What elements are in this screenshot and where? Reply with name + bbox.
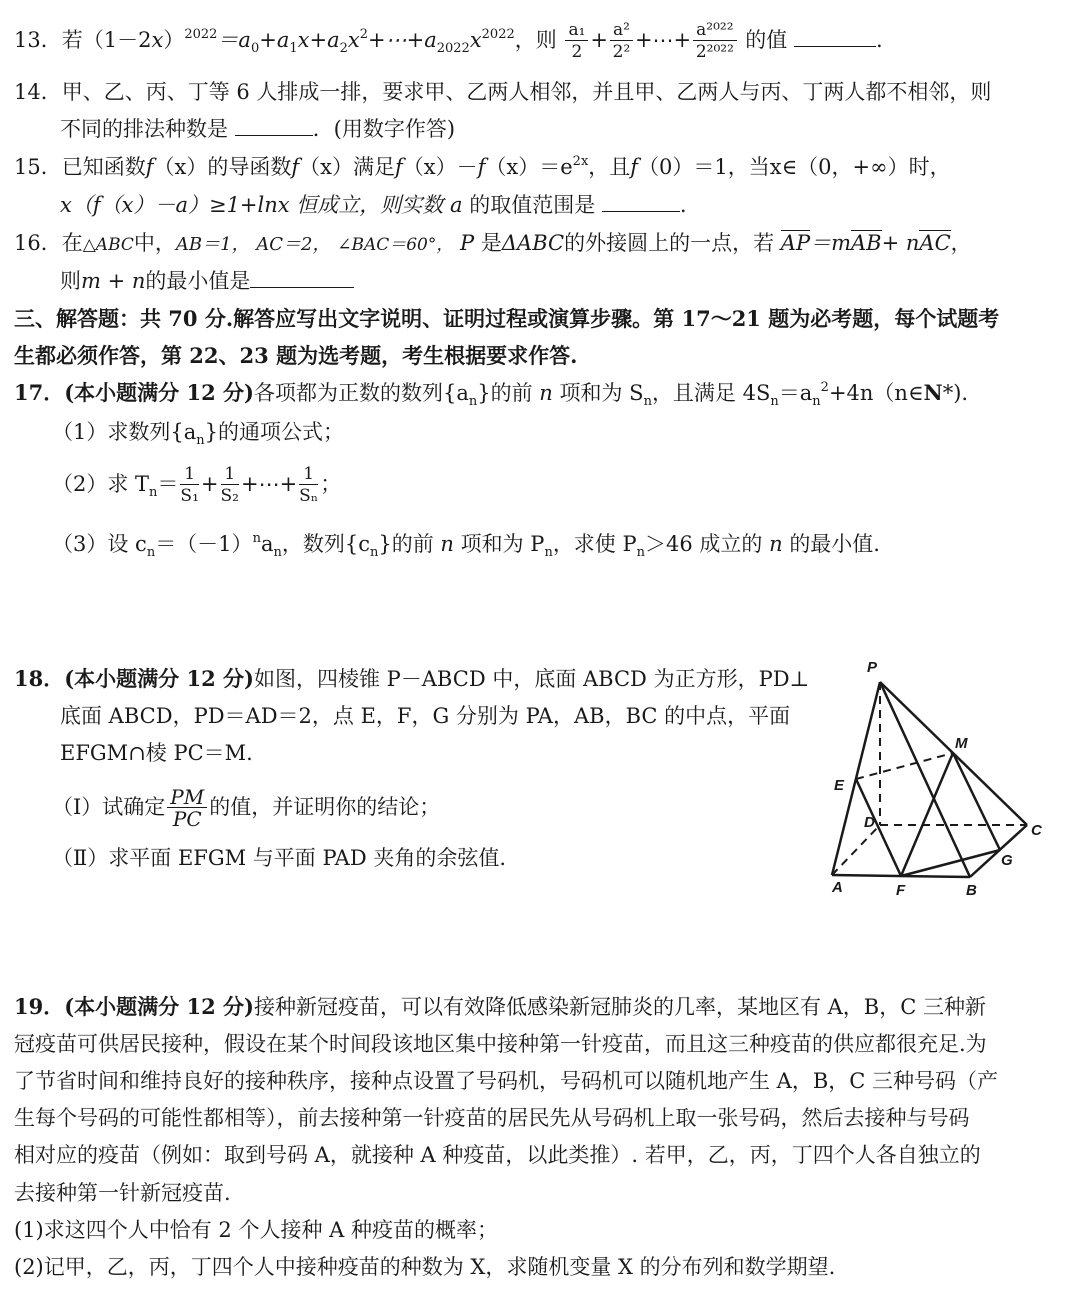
fraction-1-over-s2: $\frac{1}{\text{S₂}}$ [220,464,239,506]
fraction-1-over-sn: $\frac{1}{\text{Sₙ}}$ [299,464,319,506]
label-g: G [1001,852,1013,869]
q16-line-2: 则m + n的最小值是 [60,267,354,294]
answer-blank-14[interactable] [235,115,313,136]
fraction-1-over-s1: $\frac{1}{\text{S₁}}$ [180,464,199,506]
answer-blank-15[interactable] [602,191,680,212]
label-m: M [955,735,968,752]
line-fm [901,753,953,876]
edge-pb [880,682,970,877]
answer-blank-16[interactable] [250,267,354,288]
label-f: F [896,882,906,899]
q15-line-2: x（f（x）－a）≥1+lnx 恒成立，则实数 a 的取值范围是 . [60,193,687,217]
vector-ab: AB [851,231,882,255]
fraction-a1-over-2: $\frac{\text{a₁}}{2}$ [565,20,588,63]
q17-part-2: （2）求 $T_n=$ $\frac{1}{\text{S₁}}$ + $\frac{1}{\text{S₂}}$ +⋯+ $\frac{1}{\text{Sₙ}}$ ； [52,464,342,506]
q19-part-2: (2)记甲，乙，丙，丁四个人中接种疫苗的种数为 X，求随机变量 X 的分布列和数学期望. [14,1255,836,1279]
q14-line-1: 14．甲、乙、丙、丁等 6 人排成一排，要求甲、乙两人相邻，并且甲、乙两人与丙、丁两人都不相邻，则 [14,80,992,104]
line-ef [856,779,901,876]
label-c: C [1031,822,1042,839]
q17-part-1: （1）求数列$\{a_n\}$的通项公式； [52,420,344,448]
q19-line-3: 了节省时间和维持良好的接种秩序，接种点设置了号码机，号码机可以随机地产生 A，B，C 三种号码（产 [14,1069,999,1093]
answer-blank-13[interactable] [794,26,876,47]
line-em-hidden [856,753,953,779]
q17-stem: 17．(本小题满分 12 分)各项都为正数的数列$\{a_n\}$的前 n 项和为 $S_n$，且满足 $4S_n=a_n^2+4n(n\in N*)$. [14,380,969,409]
vector-ac: AC [919,231,951,255]
q18-part-2: （Ⅱ）求平面 EFGM 与平面 PAD 夹角的余弦值. [52,846,507,870]
q19-line-4: 生每个号码的可能性都相等），前去接种第一针疫苗的居民先从号码机上取一张号码，然后去接种与号码 [14,1106,970,1130]
q15-line-1: 15．已知函数f（x）的导函数f（x）满足$f(x)-f(x)=e^{2x}$，且f（0）＝1，当x∈（0，+∞）时， [14,154,951,179]
line-mg [953,753,1000,850]
q18-line-3: EFGM∩棱 PC＝M. [60,741,253,765]
fraction-a2022: $\frac{\text{a²⁰²²}}{\text{2²⁰²²}}$ [693,20,736,63]
q19-line-1: 19．(本小题满分 12 分)接种新冠疫苗，可以有效降低感染新冠肺炎的几率，某地区有 A，B，C 三种新 [14,994,986,1019]
label-a: A [832,879,843,896]
label-p: P [867,659,878,676]
q19-line-2: 冠疫苗可供居民接种，假设在某个时间段该地区集中接种第一针疫苗，而且这三种疫苗的供应都很充足.为 [14,1032,987,1056]
q13-line: 13．若$(1-2x)^{2022}=a_0+a_1x+a_2x^2+\cdots+a_{2022}x^{2022}$，则 $\frac{\text{a₁}}{2}$ + $\frac{\text{a²}}{\text{2²}}$ +⋯+ $\frac{\text{a²⁰²²}}{\text{2²⁰²²}}$ 的值 . [14,20,883,62]
label-d: D [864,814,875,831]
q19-line-6: 去接种第一针新冠疫苗. [14,1181,231,1205]
vector-ap: AP [780,231,811,255]
q19-part-1: (1)求这四个人中恰有 2 个人接种 A 种疫苗的概率； [14,1218,498,1242]
q18-line-1: 18．(本小题满分 12 分)如图，四棱锥 P－ABCD 中，底面 ABCD 为正方形，PD⊥ [14,666,810,691]
fraction-a2-over-2sq: $\frac{\text{a²}}{\text{2²}}$ [610,20,633,63]
q14-line-2: 不同的排法种数是 ．(用数字作答) [60,117,456,141]
section-3-heading-line-1: 三、解答题：共 70 分.解答应写出文字说明、证明过程或演算步骤。第 17～21 题为必考题，每个试题考 [14,306,1000,331]
pyramid-figure [820,650,1050,905]
q16-line-1: 16．在△ABC中，AB＝1， AC＝2， ∠BAC＝60°， P 是ΔABC的外接圆上的一点，若 AP＝mAB+ nAC， [14,231,972,255]
section-3-heading-line-2: 生都必须作答，第 22、23 题为选考题，考生根据要求作答. [14,343,578,368]
q18-part-1: （Ⅰ）试确定 $\frac{PM}{PC}$ 的值，并证明你的结论； [52,785,441,831]
fraction-pm-over-pc: $\frac{PM}{PC}$ [167,787,207,830]
q18-line-2: 底面 ABCD，PD＝AD＝2，点 E，F，G 分别为 PA，AB，BC 的中点，平面 [60,704,791,728]
label-b: B [966,882,977,899]
label-e: E [834,777,845,794]
q17-part-3: （3）设 $c_n=(-1)^na_n$，数列$\{c_n\}$的前 n 项和为 $P_n$，求使 $P_n>46$ 成立的 n 的最小值. [52,531,880,560]
q19-line-5: 相对应的疫苗（例如：取到号码 A，就接种 A 种疫苗，以此类推）. 若甲，乙，丙，丁四个人各自独立的 [14,1143,981,1167]
